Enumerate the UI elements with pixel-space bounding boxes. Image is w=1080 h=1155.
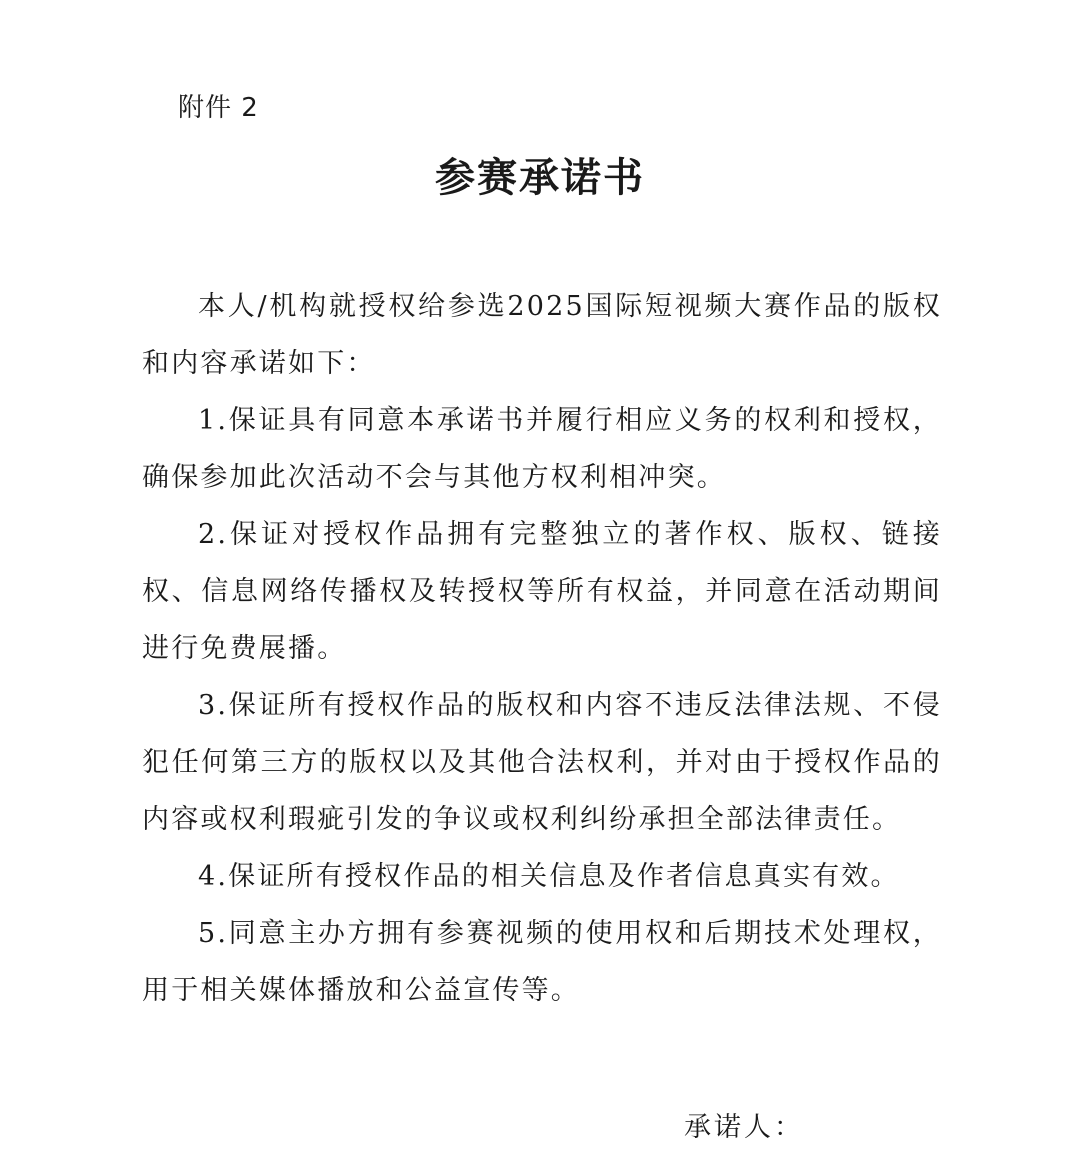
document-title: 参赛承诺书 — [435, 155, 645, 201]
attachment-label: 附件 2 — [178, 93, 259, 123]
commitment-item-3: 3.保证所有授权作品的版权和内容不违反法律法规、不侵犯任何第三方的版权以及其他合法权利，并对由于授权作品的内容或权利瑕疵引发的争议或权利纠纷承担全部法律责任。 — [142, 690, 942, 835]
commitment-item-4: 4.保证所有授权作品的相关信息及作者信息真实有效。 — [198, 861, 900, 892]
commitment-item-5: 5.同意主办方拥有参赛视频的使用权和后期技术处理权，用于相关媒体播放和公益宣传等。 — [142, 918, 942, 1006]
intro-paragraph: 本人/机构就授权给参选2025国际短视频大赛作品的版权和内容承诺如下： — [142, 291, 942, 379]
document-body — [142, 278, 942, 1019]
commitment-item-2: 2.保证对授权作品拥有完整独立的著作权、版权、链接权、信息网络传播权及转授权等所有权益，并同意在活动期间进行免费展播。 — [142, 519, 942, 664]
signature-label: 承诺人： — [684, 1112, 804, 1143]
commitment-item-1: 1.保证具有同意本承诺书并履行相应义务的权利和授权，确保参加此次活动不会与其他方权利相冲突。 — [142, 405, 942, 493]
